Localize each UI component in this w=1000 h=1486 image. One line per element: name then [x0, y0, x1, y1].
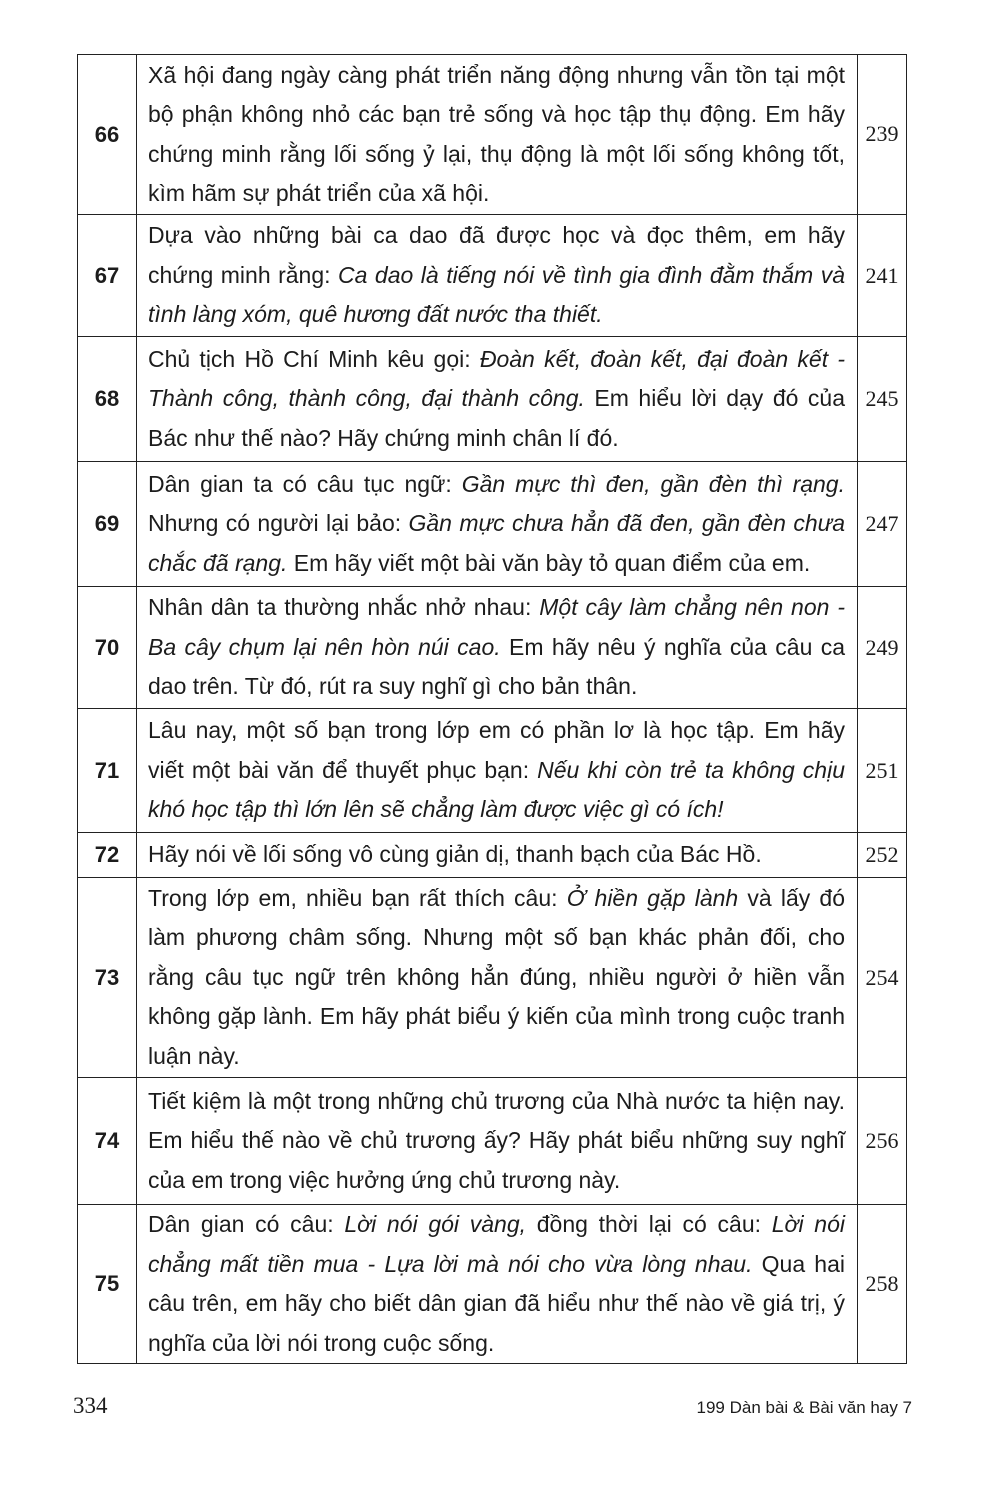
text-segment: Xã hội đang ngày càng phát triển năng động nhưng vẫn tồn tại một bộ phận không nhỏ các bạn trẻ sống và học tập thụ động. Em hãy chứng minh rằng lối sống ỷ lại, thụ động là một lối sống không tốt, kìm hãm sự phát triển của xã hội. — [148, 61, 845, 206]
text-segment: Trong lớp em, nhiều bạn rất thích câu: — [148, 884, 567, 911]
table-row — [78, 833, 907, 878]
quoted-phrase: Lời nói gói vàng, — [344, 1211, 527, 1237]
book-title: 199 Dàn bài & Bài văn hay 7 — [696, 1398, 912, 1417]
table-row — [78, 215, 907, 337]
text-segment: Lâu nay, một số bạn trong lớp em có phần lơ là học tập. Em hãy viết một bài văn để thuyết phục bạn: — [148, 717, 845, 783]
topic-text — [137, 587, 858, 709]
text-segment: Em hãy viết một bài văn bày tỏ quan điểm của em. — [287, 549, 811, 576]
text-segment: Dân gian có câu: — [148, 1211, 345, 1237]
text-segment: Nhân dân ta thường nhắc nhở nhau: — [148, 594, 540, 621]
page-reference: 241 — [858, 215, 907, 337]
page-reference: 245 — [858, 337, 907, 462]
text-segment: và lấy đó làm phương châm sống. Nhưng một số bạn khác phản đối, cho rằng câu tục ngữ trên không hẳn đúng, nhiều người ở hiền vẫn không gặp lành. Em hãy phát biểu ý kiến của mình trong cuộc tranh luận này. — [148, 884, 845, 1069]
page-reference: 247 — [858, 462, 907, 587]
topic-text — [137, 1078, 858, 1205]
topic-table — [77, 54, 907, 1364]
page-number: 334 — [73, 1393, 108, 1418]
topic-number: 74 — [78, 1078, 137, 1205]
table-row — [78, 462, 907, 587]
topic-number: 75 — [78, 1205, 137, 1364]
topic-number: 69 — [78, 462, 137, 587]
topic-text — [137, 709, 858, 833]
quoted-phrase: Gần mực chưa hẳn đã đen, gần đèn chưa chắc đã rạng. — [148, 510, 845, 576]
table-row — [78, 1205, 907, 1364]
text-segment: Chủ tịch Hồ Chí Minh kêu gọi: — [148, 345, 480, 372]
topic-table-body — [78, 55, 907, 1364]
text-segment: Qua hai câu trên, em hãy cho biết dân gian đã hiểu như thế nào về giá trị, ý nghĩa của lời nói trong cuộc sống. — [148, 1250, 845, 1356]
topic-text — [137, 462, 858, 587]
page-reference: 258 — [858, 1205, 907, 1364]
text-segment: Tiết kiệm là một trong những chủ trương của Nhà nước ta hiện nay. Em hiểu thế nào về chủ trương ấy? Hãy phát biểu những suy nghĩ của em trong việc hưởng ứng chủ trương này. — [148, 1087, 845, 1193]
topic-number: 73 — [78, 878, 137, 1078]
quoted-phrase: Gần mực thì đen, gần đèn thì rạng. — [461, 470, 845, 497]
table-row — [78, 1078, 907, 1205]
page-reference: 251 — [858, 709, 907, 833]
page-reference: 249 — [858, 587, 907, 709]
page-reference: 239 — [858, 55, 907, 215]
table-row — [78, 878, 907, 1078]
text-segment: Nhưng có người lại bảo: — [148, 510, 409, 537]
topic-number: 68 — [78, 337, 137, 462]
topic-text — [137, 215, 858, 337]
quoted-phrase: Ở hiền gặp lành — [566, 884, 739, 911]
text-segment: Em hiểu lời dạy đó của Bác như thế nào? Hãy chứng minh chân lí đó. — [148, 385, 845, 451]
text-segment: Dân gian ta có câu tục ngữ: — [148, 470, 462, 497]
topic-text — [137, 1205, 858, 1364]
quoted-phrase: Lời nói chẳng mất tiền mua - Lựa lời mà nói cho vừa lòng nhau. — [148, 1211, 845, 1277]
topic-text — [137, 337, 858, 462]
topic-text — [137, 878, 858, 1078]
table-row — [78, 55, 907, 215]
table-row — [78, 337, 907, 462]
topic-text — [137, 833, 858, 878]
topic-number: 72 — [78, 833, 137, 878]
topic-number: 70 — [78, 587, 137, 709]
quoted-phrase: Một cây làm chẳng nên non - Ba cây chụm lại nên hòn núi cao. — [148, 594, 845, 660]
page-reference: 256 — [858, 1078, 907, 1205]
page-reference: 254 — [858, 878, 907, 1078]
table-row — [78, 587, 907, 709]
topic-number: 71 — [78, 709, 137, 833]
text-segment: đồng thời lại có câu: — [526, 1211, 772, 1237]
table-row — [78, 709, 907, 833]
quoted-phrase: Ca dao là tiếng nói về tình gia đình đằm thắm và tình làng xóm, quê hương đất nước tha thiết. — [148, 261, 845, 328]
topic-text — [137, 55, 858, 215]
topic-number: 66 — [78, 55, 137, 215]
text-segment: Hãy nói về lối sống vô cùng giản dị, thanh bạch của Bác Hồ. — [148, 841, 762, 868]
quoted-phrase: Nếu khi còn trẻ ta không chịu khó học tập thì lớn lên sẽ chẳng làm được việc gì có ích! — [148, 756, 845, 823]
text-segment: Dựa vào những bài ca dao đã được học và đọc thêm, em hãy chứng minh rằng: — [148, 222, 845, 288]
topic-number: 67 — [78, 215, 137, 337]
text-segment: Em hãy nêu ý nghĩa của câu ca dao trên. Từ đó, rút ra suy nghĩ gì cho bản thân. — [148, 633, 846, 700]
quoted-phrase: Đoàn kết, đoàn kết, đại đoàn kết - Thành công, thành công, đại thành công. — [148, 345, 845, 412]
page-reference: 252 — [858, 833, 907, 878]
